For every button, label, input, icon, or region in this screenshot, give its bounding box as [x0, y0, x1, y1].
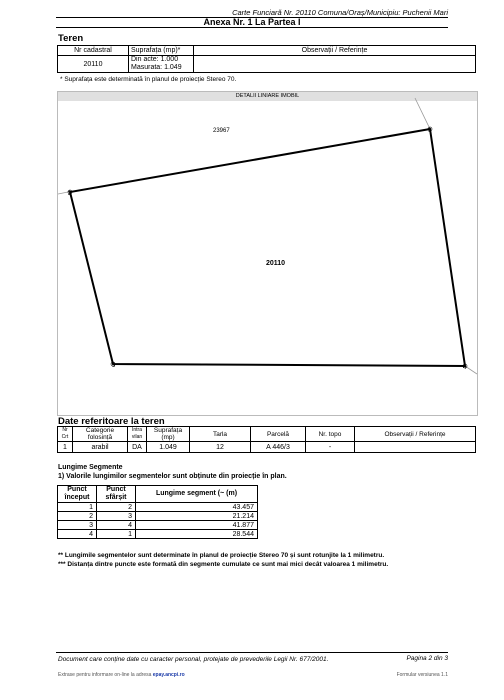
table-row	[58, 521, 258, 530]
point-2-label: 2	[68, 191, 72, 197]
cell: 3	[58, 521, 97, 530]
cell: 1	[97, 530, 136, 539]
segments-title: Lungime Segmente	[58, 464, 123, 471]
cf-header: Carte Funciară Nr. 20110 Comuna/Oraș/Municipiu: Puchenii Mari	[232, 8, 448, 17]
th-parcela: Parcelă	[251, 427, 306, 442]
col-obs: Observații / Referințe	[194, 46, 476, 56]
cell: arabil	[73, 442, 128, 453]
neighbor-label: 23967	[213, 128, 230, 134]
nr-cadastral: 20110	[58, 56, 129, 73]
th-obs: Observații / Referințe	[355, 427, 476, 442]
point-3-label: 3	[112, 363, 116, 369]
din-acte: Din acte: 1.000	[131, 56, 179, 63]
table-row	[58, 530, 258, 539]
cell: 1	[58, 503, 97, 512]
teren-table	[57, 45, 476, 73]
cell: 12	[190, 442, 251, 453]
suprafata	[129, 56, 194, 73]
point-1-label: 1	[428, 128, 432, 134]
cell: 3	[97, 512, 136, 521]
th-lungime: Lungime segment (~ (m)	[136, 486, 258, 503]
table-row	[58, 442, 476, 453]
table-row	[58, 503, 258, 512]
parcel-label: 20110	[266, 260, 286, 267]
plan-frame	[57, 91, 478, 416]
segments-note-1: ** Lungimile segmentelor sunt determinate în planul de proiecție Stereo 70 și sunt rotunjite la 1 milimetru.	[58, 552, 385, 559]
segments-table	[57, 485, 258, 539]
table-row	[58, 512, 258, 521]
plan-title: DETALII LINIARE IMOBIL	[58, 92, 477, 101]
cell: -	[306, 442, 355, 453]
cell: A 446/3	[251, 442, 306, 453]
cell	[355, 442, 476, 453]
cell: 1	[58, 442, 73, 453]
cell: 28.544	[136, 530, 258, 539]
cell: 4	[97, 521, 136, 530]
cell: 43.457	[136, 503, 258, 512]
th-punct-sfarsit: Punct sfârșit	[97, 486, 136, 503]
obs-value	[194, 56, 476, 73]
cell: 4	[58, 530, 97, 539]
cell: 41.877	[136, 521, 258, 530]
site-link[interactable]: epay.ancpi.ro	[152, 672, 185, 678]
annex-title: Anexa Nr. 1 La Partea I	[203, 17, 301, 27]
footer-doc: Document care conține date cu caracter personal, protejate de prevederile Legii Nr. 677/2001.	[58, 656, 329, 663]
formular-version: Formular versiunea 1.1	[396, 672, 448, 678]
teren-note: * Suprafața este determinată în planul de proiecție Stereo 70.	[60, 76, 237, 83]
footer-rule	[56, 652, 448, 653]
th-categorie: Categorie folosință	[73, 427, 128, 442]
cell: 2	[58, 512, 97, 521]
plan-drawing	[58, 92, 477, 415]
segments-subtitle: 1) Valorile lungimilor segmentelor sunt obținute din proiecție în plan.	[58, 473, 287, 480]
online-prefix: Extrase pentru informare on-line la adresa	[58, 672, 152, 678]
col-nr: Nr cadastral	[58, 46, 129, 56]
cell: DA	[128, 442, 147, 453]
th-punct-inceput: Punct început	[58, 486, 97, 503]
th-topo: Nr. topo	[306, 427, 355, 442]
cell: 21.214	[136, 512, 258, 521]
cell: 2	[97, 503, 136, 512]
segments-note-2: *** Distanța dintre puncte este formată din segmente cumulate ce sunt mai mici decât valoarea 1 milimetru.	[58, 561, 389, 568]
header-rule-2	[56, 27, 448, 28]
point-4-label: 4	[463, 365, 467, 371]
masurata: Masurata: 1.049	[131, 64, 182, 71]
date-ref-table	[57, 426, 476, 453]
teren-title: Teren	[58, 33, 84, 44]
date-ref-title: Date referitoare la teren	[58, 416, 165, 427]
th-suprafata: Suprafața (mp)	[147, 427, 190, 442]
th-intravilan: Intra vilan	[128, 427, 147, 442]
th-tarla: Tarla	[190, 427, 251, 442]
footer-online	[58, 672, 185, 678]
cell: 1.049	[147, 442, 190, 453]
th-nr: Nr Crt	[58, 427, 73, 442]
col-sup: Suprafața (mp)*	[129, 46, 194, 56]
page-number: Pagina 2 din 3	[406, 655, 448, 662]
